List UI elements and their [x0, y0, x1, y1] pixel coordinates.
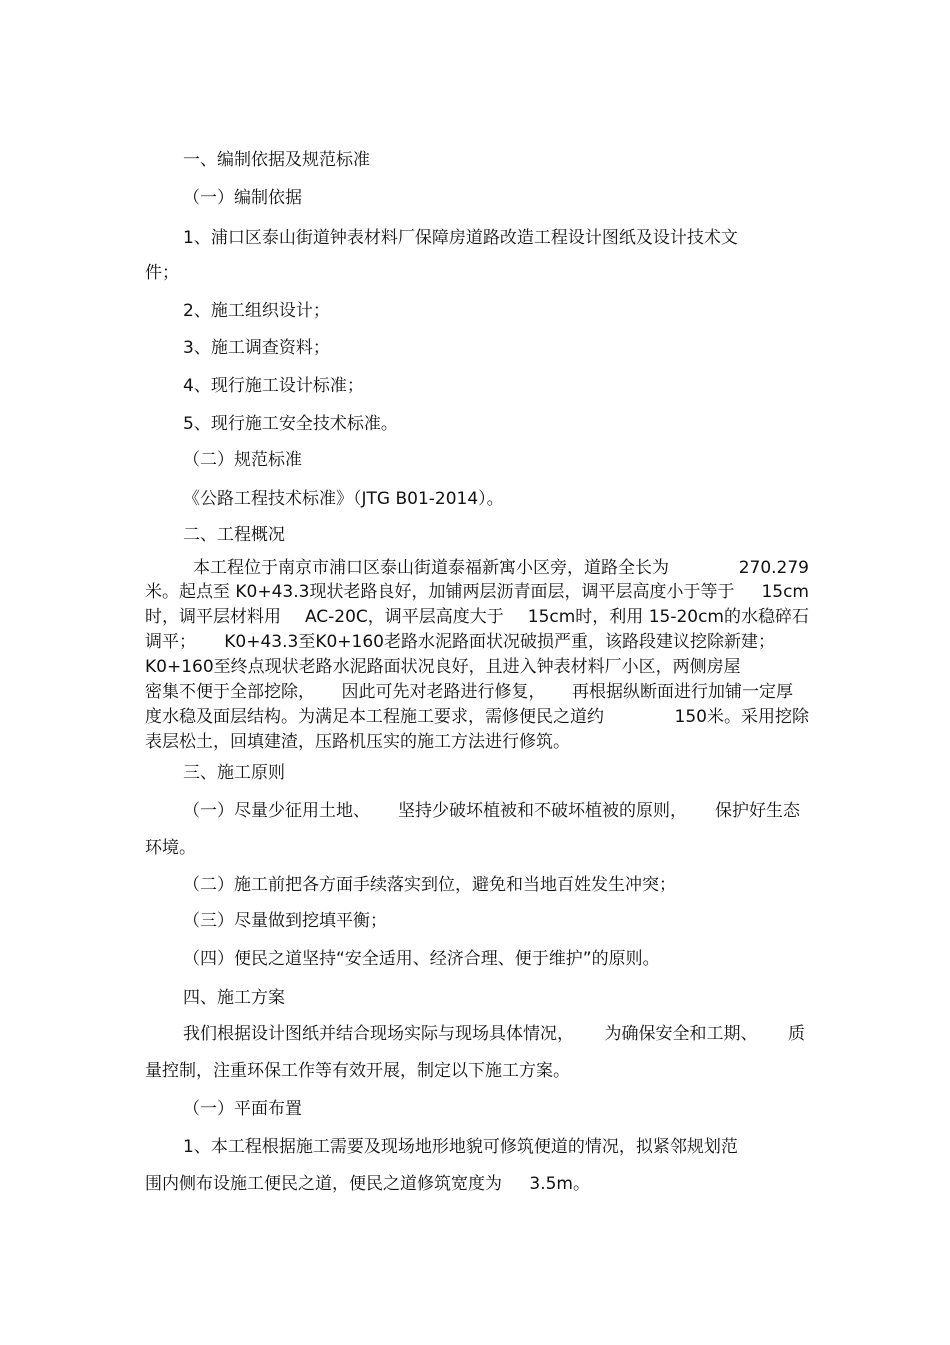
text-span: （一）尽量少征用土地、 [183, 801, 370, 821]
subheading-standards: （二）规范标准 [183, 450, 302, 470]
list-item: 5、现行施工安全技术标准。 [183, 414, 398, 434]
paragraph-line [183, 1023, 805, 1045]
paragraph-line: 表层松土，回填建渣，压路机压实的施工方法进行修筑。 [145, 732, 570, 752]
text-span: 我们根据设计图纸并结合现场实际与现场具体情况， [183, 1024, 574, 1044]
principle-item: （二）施工前把各方面手续落实到位，避免和当地百姓发生冲突； [183, 875, 676, 895]
list-item: 2、施工组织设计； [183, 301, 330, 321]
text-span: 度水稳及面层结构。为满足本工程施工要求，需修便民之道约 [145, 707, 604, 727]
standard-reference: 《公路工程技术标准》（JTG B01-2014）。 [183, 489, 504, 509]
text-span: 坚持少破坏植被和不破坏植被的原则， [398, 801, 687, 821]
text-span: 150米。采用挖除 [674, 707, 809, 727]
text-span: K0+43.3至K0+160老路水泥路面状况破损严重，该路段建议挖除新建； [224, 632, 775, 652]
text-span: 围内侧布设施工便民之道，便民之道修筑宽度为 [145, 1174, 502, 1194]
text-span: 3.5m。 [529, 1174, 590, 1194]
paragraph-line [193, 557, 809, 579]
text-span: 调平； [145, 632, 196, 652]
paragraph-line: 量控制，注重环保工作等有效开展，制定以下施工方案。 [145, 1061, 570, 1081]
section-heading-2: 二、工程概况 [183, 525, 285, 545]
list-item: 1、浦口区泰山街道钟表材料厂保障房道路改造工程设计图纸及设计技术文 [183, 228, 738, 248]
list-item-continuation: 件； [145, 263, 179, 283]
section-heading-1: 一、编制依据及规范标准 [183, 150, 370, 170]
paragraph-line [145, 606, 809, 628]
text-span: 保护好生态 [715, 801, 800, 821]
paragraph-line [145, 581, 809, 603]
text-span: 为确保安全和工期、 [604, 1024, 758, 1044]
principle-item: （三）尽量做到挖填平衡； [183, 911, 387, 931]
text-span: 时，调平层材料用 [145, 607, 281, 627]
text-span: 米。起点至 K0+43.3现状老路良好，加铺两层沥青面层，调平层高度小于等于 [145, 582, 735, 602]
list-item: 3、施工调查资料； [183, 338, 330, 358]
paragraph-line [145, 681, 793, 703]
text-span: 因此可先对老路进行修复， [341, 682, 546, 702]
text-span: AC-20C，调平层高度大于 [304, 607, 504, 627]
text-span: 再根据纵断面进行加铺一定厚 [572, 682, 793, 702]
subheading-compile-basis: （一）编制依据 [183, 188, 302, 208]
text-span: 15cm [761, 582, 809, 602]
paragraph-line [145, 1173, 590, 1195]
section-heading-3: 三、施工原则 [183, 763, 285, 783]
list-item: 4、现行施工设计标准； [183, 376, 364, 396]
text-span: 密集不便于全部挖除， [145, 682, 315, 702]
text-span: 15cm时，利用 15-20cm的水稳碎石 [527, 607, 809, 627]
text-span: 本工程位于南京市浦口区泰山街道泰福新寓小区旁，道路全长为 [193, 558, 669, 578]
subheading-layout: （一）平面布置 [183, 1099, 302, 1119]
paragraph-line [145, 631, 775, 653]
paragraph-line: 环境。 [145, 838, 196, 858]
text-span: 质 [788, 1024, 805, 1044]
section-heading-4: 四、施工方案 [183, 988, 285, 1008]
principle-item: （四）便民之道坚持“安全适用、经济合理、便于维护”的原则。 [183, 949, 660, 969]
text-span: 270.279 [738, 558, 809, 578]
paragraph-line: K0+160至终点现状老路水泥路面状况良好，且进入钟表材料厂小区，两侧房屋 [145, 657, 741, 677]
paragraph-line [145, 706, 809, 728]
paragraph-line [183, 800, 800, 822]
list-item: 1、本工程根据施工需要及现场地形地貌可修筑便道的情况，拟紧邻规划范 [183, 1137, 738, 1157]
